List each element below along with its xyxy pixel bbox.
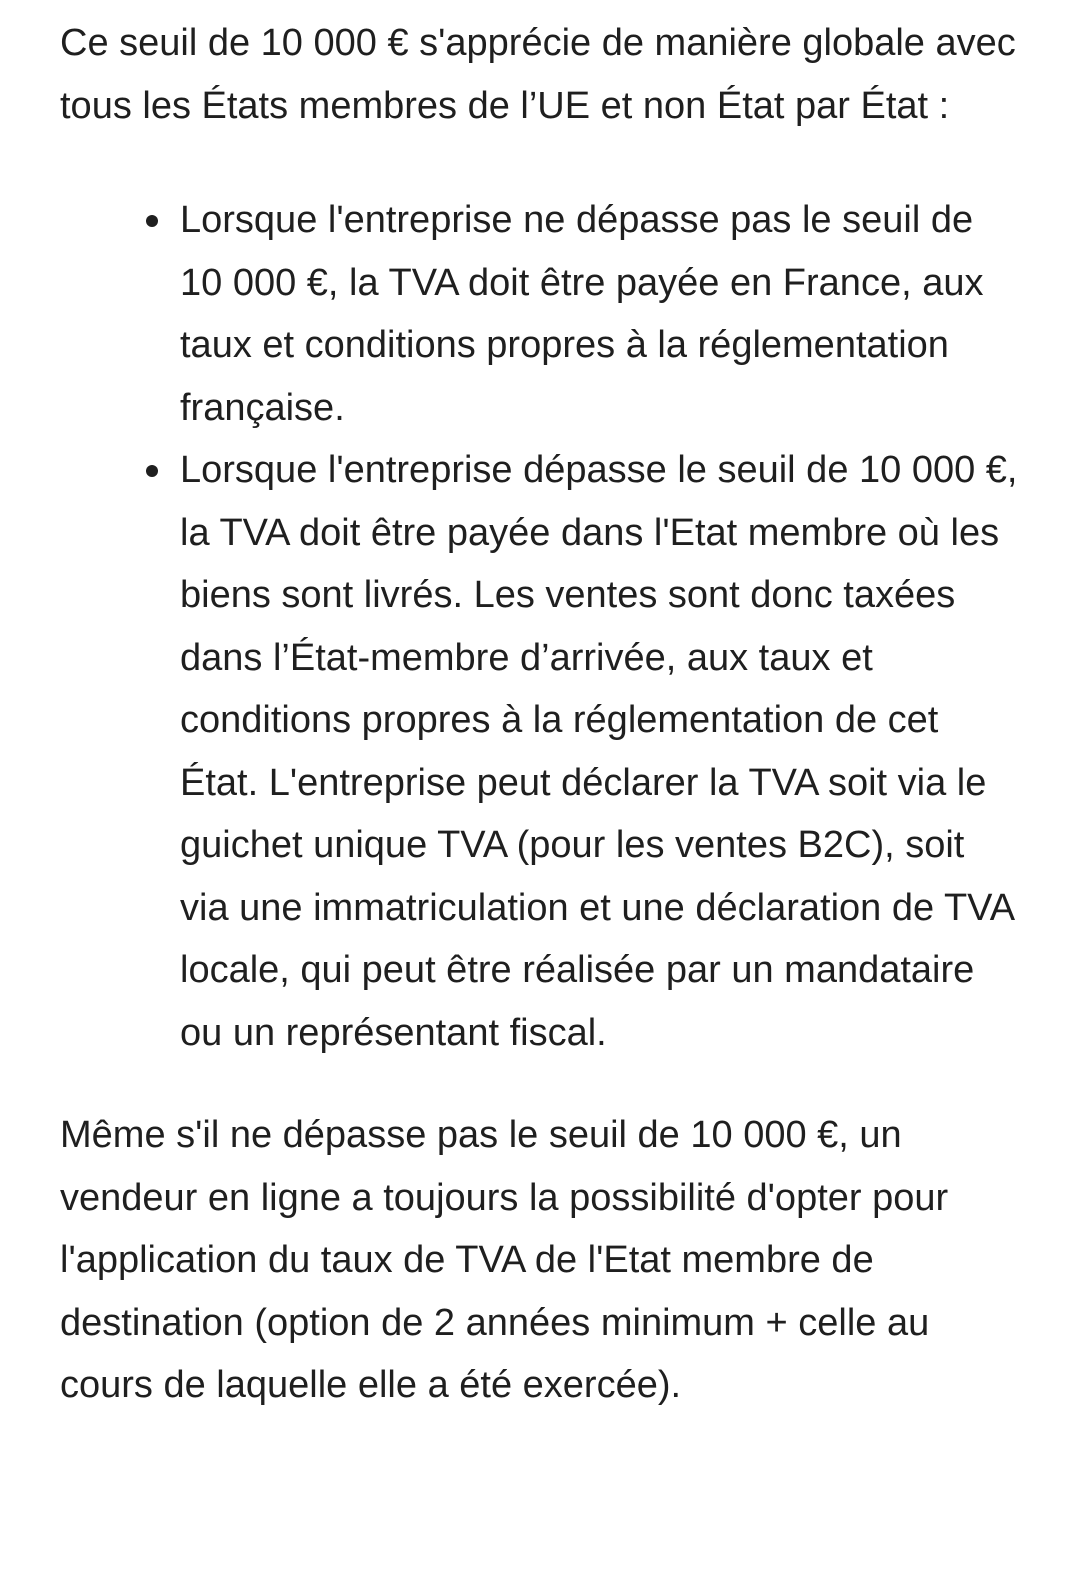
bullet-dot-icon bbox=[146, 465, 158, 477]
bullet-text: Lorsque l'entreprise ne dépasse pas le seuil de 10 000 €, la TVA doit être payée en France, aux taux et conditions propres à la réglementation française. bbox=[180, 199, 984, 429]
threshold-bullet-list bbox=[60, 189, 1020, 1064]
bullet-text: Lorsque l'entreprise dépasse le seuil de 10 000 €, la TVA doit être payée dans l'Etat membre où les biens sont livrés. Les ventes sont donc taxées dans l’État-membre d’arrivée, aux taux et conditions propres à la réglementation de cet État. L'entreprise peut déclarer la TVA soit via le guichet unique TVA (pour les ventes B2C), soit via une immatriculation et une déclaration de TVA locale, qui peut être réalisée par un mandataire ou un représentant fiscal. bbox=[180, 449, 1018, 1054]
closing-paragraph: Même s'il ne dépasse pas le seuil de 10 000 €, un vendeur en ligne a toujours la possibilité d'opter pour l'application du taux de TVA de l'Etat membre de destination (option de 2 années minimum + celle au cours de laquelle elle a été exercée). bbox=[60, 1114, 949, 1406]
bullet-item-below-threshold bbox=[180, 189, 1020, 439]
bullet-dot-icon bbox=[146, 215, 158, 227]
intro-paragraph: Ce seuil de 10 000 € s'apprécie de manière globale avec tous les États membres de l’UE et non État par État : bbox=[60, 22, 1016, 127]
bullet-item-above-threshold bbox=[180, 439, 1020, 1064]
